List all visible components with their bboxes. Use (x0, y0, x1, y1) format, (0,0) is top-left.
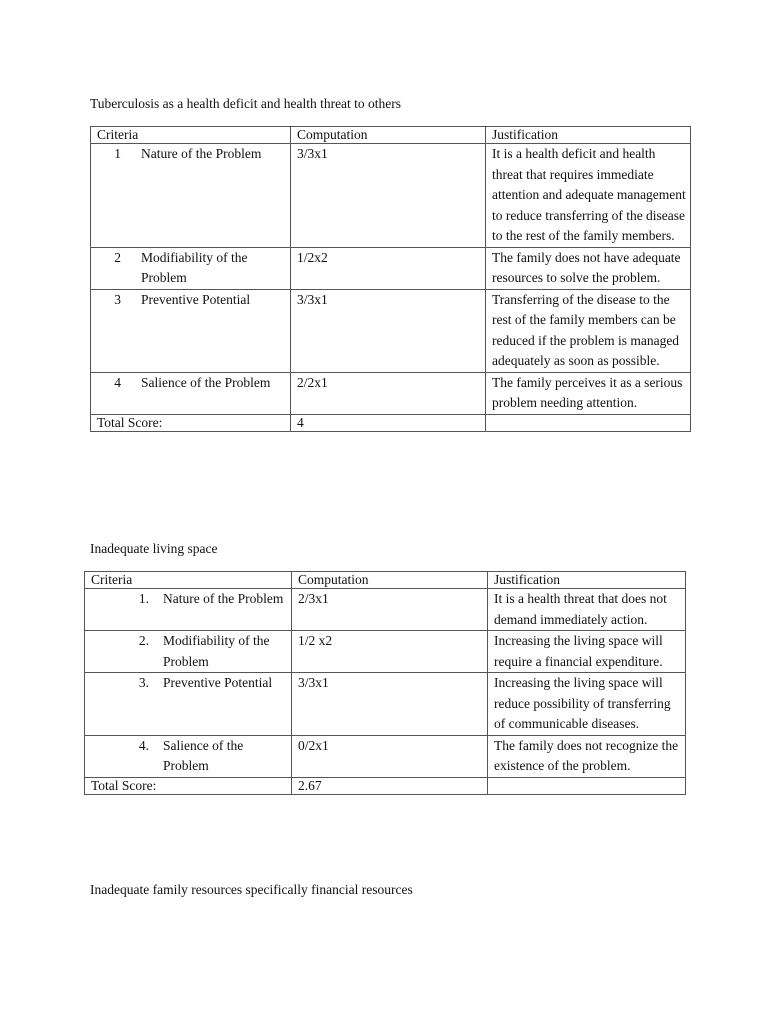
total-score-value: 4 (291, 414, 486, 431)
table-row (91, 144, 691, 248)
table-header-row (91, 127, 691, 144)
criterion-number: 3. (138, 675, 149, 690)
computation-cell: 2/2x1 (291, 372, 486, 414)
justification-cell: Increasing the living space will reduce possibility of transferring of communicable diseases. (488, 673, 686, 736)
header-justification: Justification (488, 572, 686, 589)
table-row (91, 372, 691, 414)
criterion-cell (85, 735, 292, 777)
criterion-number: 1. (138, 591, 149, 606)
header-computation: Computation (291, 127, 486, 144)
justification-cell: Transferring of the disease to the rest of the family members can be reduced if the problem is managed adequately as soon as possible. (486, 289, 691, 372)
criterion-name: Salience of the Problem (163, 737, 244, 773)
table-row (91, 247, 691, 289)
criterion-cell (85, 589, 292, 631)
section-title-financial-resources: Inadequate family resources specifically financial resources (90, 882, 413, 897)
total-score-row (85, 777, 686, 794)
scoring-table-tuberculosis (90, 126, 691, 432)
header-justification: Justification (486, 127, 691, 144)
criterion-cell (85, 631, 292, 673)
justification-cell: The family perceives it as a serious problem needing attention. (486, 372, 691, 414)
criterion-number: 3 (114, 291, 121, 307)
header-computation: Computation (292, 572, 488, 589)
criterion-name: Nature of the Problem (141, 146, 262, 161)
criterion-name: Preventive Potential (141, 291, 251, 307)
criterion-name: Preventive Potential (163, 675, 273, 690)
header-criteria: Criteria (91, 127, 291, 144)
criterion-number: 4. (138, 737, 149, 753)
justification-cell: It is a health deficit and health threat that requires immediate attention and adequate management to reduce transferring of the disease to the rest of the family members. (486, 144, 691, 248)
total-score-row (91, 414, 691, 431)
criterion-cell (91, 144, 291, 248)
total-score-label: Total Score: (91, 414, 291, 431)
section-title-tuberculosis: Tuberculosis as a health deficit and health threat to others (90, 96, 402, 111)
computation-cell: 2/3x1 (292, 589, 488, 631)
computation-cell: 3/3x1 (292, 673, 488, 736)
criterion-name: Salience of the Problem (141, 374, 271, 390)
total-score-label: Total Score: (85, 777, 292, 794)
justification-cell: The family does not have adequate resources to solve the problem. (486, 247, 691, 289)
criterion-number: 4 (114, 374, 121, 390)
total-score-empty-cell (486, 414, 691, 431)
table-row (91, 289, 691, 372)
table-row (85, 735, 686, 777)
justification-cell: The family does not recognize the existence of the problem. (488, 735, 686, 777)
section-title-living-space: Inadequate living space (90, 541, 218, 556)
computation-cell: 3/3x1 (291, 144, 486, 248)
computation-cell: 0/2x1 (292, 735, 488, 777)
justification-cell: It is a health threat that does not demand immediately action. (488, 589, 686, 631)
table-row (85, 673, 686, 736)
criterion-name: Modifiability of the Problem (141, 249, 248, 285)
criterion-number: 1 (114, 146, 121, 161)
computation-cell: 1/2x2 (291, 247, 486, 289)
computation-cell: 3/3x1 (291, 289, 486, 372)
total-score-value: 2.67 (292, 777, 488, 794)
total-score-empty-cell (488, 777, 686, 794)
criterion-number: 2 (114, 249, 121, 265)
criterion-cell (91, 289, 291, 372)
criterion-name: Nature of the Problem (163, 591, 284, 606)
criterion-number: 2. (138, 633, 149, 648)
criterion-name: Modifiability of the Problem (163, 633, 270, 669)
criterion-cell (91, 247, 291, 289)
header-criteria: Criteria (85, 572, 292, 589)
table-header-row (85, 572, 686, 589)
computation-cell: 1/2 x2 (292, 631, 488, 673)
table-row (85, 631, 686, 673)
scoring-table-living-space (84, 571, 686, 795)
criterion-cell (85, 673, 292, 736)
criterion-cell (91, 372, 291, 414)
table-row (85, 589, 686, 631)
justification-cell: Increasing the living space will require a financial expenditure. (488, 631, 686, 673)
